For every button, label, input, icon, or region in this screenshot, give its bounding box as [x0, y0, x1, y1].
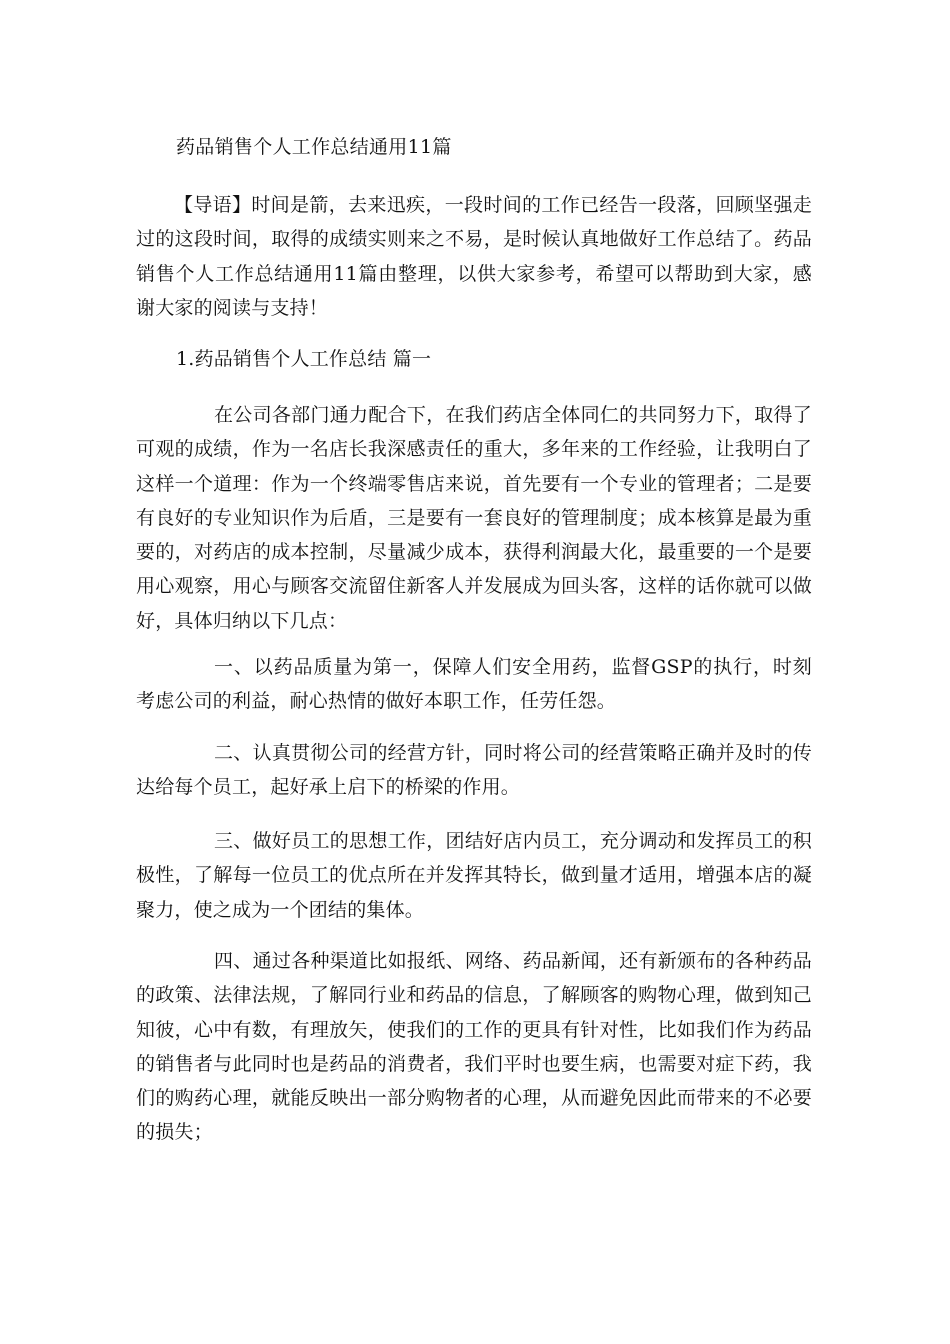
- body-paragraph: 一、以药品质量为第一，保障人们安全用药，监督GSP的执行，时刻考虑公司的利益，耐心热情的做好本职工作，任劳任怨。: [136, 656, 812, 713]
- body-paragraph: 在公司各部门通力配合下，在我们药店全体同仁的共同努力下，取得了可观的成绩，作为一名店长我深感责任的重大，多年来的工作经验，让我明白了这样一个道理：作为一个终端零售店来说，首先要有一个专业的管理者；二是要有良好的专业知识作为后盾，三是要有一套良好的管理制度；成本核算是最为重要的，对药店的成本控制，尽量减少成本，获得利润最大化，最重要的一个是要用心观察，用心与顾客交流留住新客人并发展成为回头客，这样的话你就可以做好，具体归纳以下几点：: [136, 404, 812, 632]
- section-heading: 1.药品销售个人工作总结 篇一: [176, 348, 432, 370]
- body-paragraph: 三、做好员工的思想工作，团结好店内员工，充分调动和发挥员工的积极性，了解每一位员工的优点所在并发挥其特长，做到量才适用，增强本店的凝聚力，使之成为一个团结的集体。: [136, 830, 812, 921]
- document-title: 药品销售个人工作总结通用11篇: [176, 136, 452, 158]
- body-paragraph: 四、通过各种渠道比如报纸、网络、药品新闻，还有新颁布的各种药品的政策、法律法规，了解同行业和药品的信息，了解顾客的购物心理，做到知己知彼，心中有数，有理放矢，使我们的工作的更具有针对性，比如我们作为药品的销售者与此同时也是药品的消费者，我们平时也要生病，也需要对症下药，我们的购药心理，就能反映出一部分购物者的心理，从而避免因此而带来的不必要的损失；: [136, 950, 812, 1144]
- intro-paragraph: 【导语】时间是箭，去来迅疾，一段时间的工作已经告一段落，回顾坚强走过的这段时间，取得的成绩实则来之不易，是时候认真地做好工作总结了。药品销售个人工作总结通用11篇由整理，以供大家参考，希望可以帮助到大家，感谢大家的阅读与支持！: [136, 194, 812, 319]
- body-paragraph: 二、认真贯彻公司的经营方针，同时将公司的经营策略正确并及时的传达给每个员工，起好承上启下的桥梁的作用。: [136, 742, 812, 799]
